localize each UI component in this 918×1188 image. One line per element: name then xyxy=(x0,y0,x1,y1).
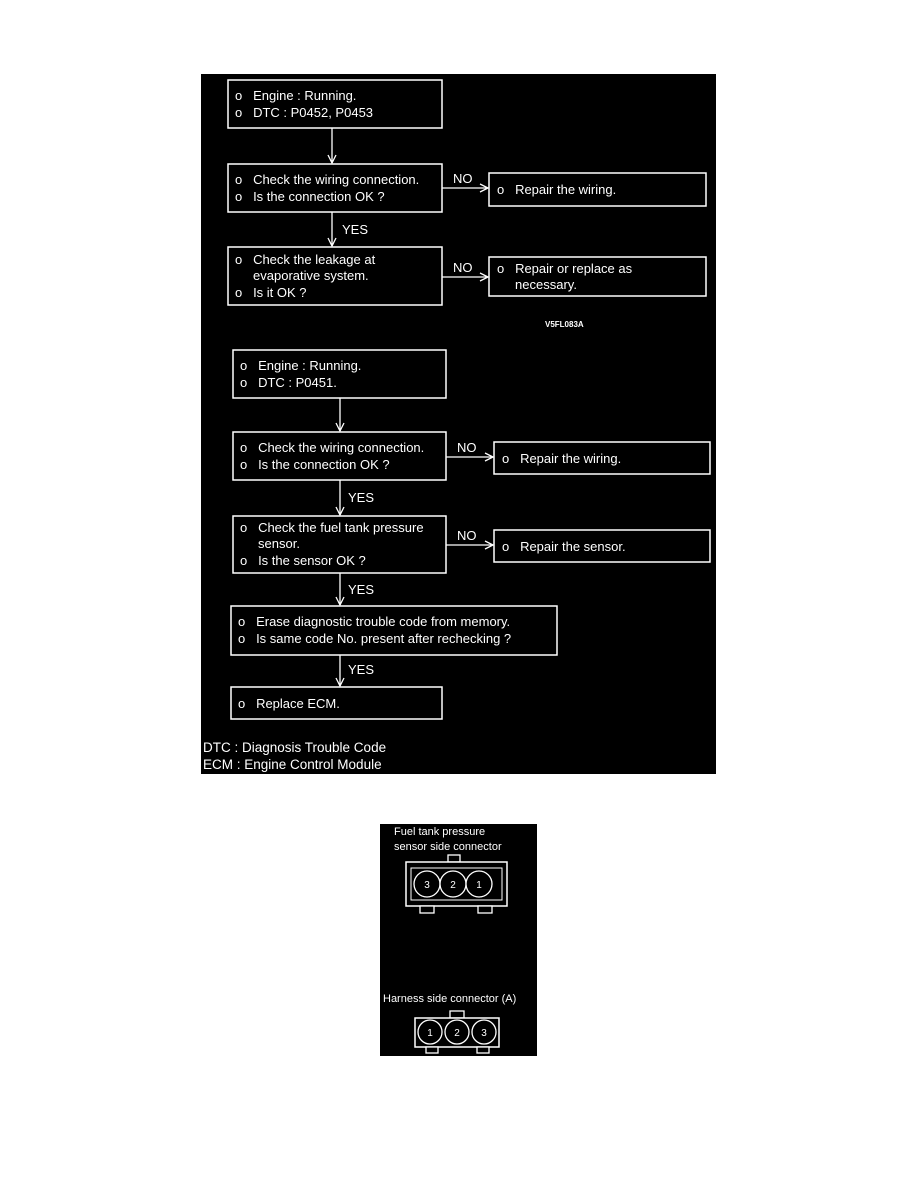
fc2-step2-line2: o Is the connection OK ? xyxy=(240,457,390,472)
sensor-connector-foot-right xyxy=(478,906,492,913)
sensor-connector-top-tab xyxy=(448,855,460,862)
fc1-repair-wiring-text: o Repair the wiring. xyxy=(497,182,617,197)
legend-dtc: DTC : Diagnosis Trouble Code xyxy=(203,740,387,755)
fc1-no-label-2: NO xyxy=(453,260,473,275)
flowchart-2 xyxy=(231,350,710,719)
fc2-step3-line3: o Is the sensor OK ? xyxy=(240,553,366,568)
harness-connector-top-tab xyxy=(450,1011,464,1018)
harness-connector-foot-left xyxy=(426,1047,438,1053)
fc2-repair-wiring-text: o Repair the wiring. xyxy=(502,451,622,466)
fc2-step3-line2: sensor. xyxy=(240,536,300,551)
fc2-repair-sensor-text: o Repair the sensor. xyxy=(502,539,626,554)
fc2-step2-line1: o Check the wiring connection. xyxy=(240,440,425,455)
fc1-repair-replace-line2: necessary. xyxy=(497,277,577,292)
sensor-pin-label-1: 1 xyxy=(476,880,482,891)
connector-panel xyxy=(380,824,537,1056)
sensor-pin-label-2: 2 xyxy=(450,880,456,891)
fc2-step1-line1: o Engine : Running. xyxy=(240,358,362,373)
fc2-yes-label-3: YES xyxy=(348,662,375,677)
flowchart-1 xyxy=(228,80,706,329)
fc2-no-label-2: NO xyxy=(457,528,477,543)
flowchart-panel xyxy=(201,74,716,774)
fc2-yes-label-2: YES xyxy=(348,582,375,597)
fc2-no-label-1: NO xyxy=(457,440,477,455)
fc1-no-label-1: NO xyxy=(453,171,473,186)
harness-pin-label-1: 1 xyxy=(427,1028,433,1039)
connector-diagram xyxy=(380,824,537,1056)
fc1-step3-line1: o Check the leakage at xyxy=(235,252,376,267)
fc1-yes-label-1: YES xyxy=(342,222,369,237)
figure-code: V5FL083A xyxy=(545,320,584,329)
fc1-step2-line1: o Check the wiring connection. xyxy=(235,172,420,187)
fc1-step1-line2: o DTC : P0452, P0453 xyxy=(235,105,374,120)
harness-pin-label-3: 3 xyxy=(481,1028,487,1039)
fc1-step3-line2: evaporative system. xyxy=(235,268,369,283)
fc1-repair-replace-line1: o Repair or replace as xyxy=(497,261,633,276)
legend xyxy=(203,740,386,772)
fc1-step2-line2: o Is the connection OK ? xyxy=(235,189,385,204)
harness-pin-label-2: 2 xyxy=(454,1028,460,1039)
harness-side-connector xyxy=(415,1011,499,1053)
fc1-step3-line3: o Is it OK ? xyxy=(235,285,307,300)
flowchart-diagram xyxy=(201,74,716,774)
sensor-pin-label-3: 3 xyxy=(424,880,430,891)
fc2-yes-label-1: YES xyxy=(348,490,375,505)
fc1-step1-line1: o Engine : Running. xyxy=(235,88,357,103)
harness-connector-foot-right xyxy=(477,1047,489,1053)
sensor-side-connector xyxy=(406,855,507,913)
sensor-caption-line2: sensor side connector xyxy=(394,841,502,853)
fc2-step4-line1: o Erase diagnostic trouble code from memory. xyxy=(238,614,511,629)
fc2-step5-text: o Replace ECM. xyxy=(238,696,340,711)
fc2-step4-line2: o Is same code No. present after rechecking ? xyxy=(238,631,512,646)
legend-ecm: ECM : Engine Control Module xyxy=(203,757,382,772)
sensor-connector-foot-left xyxy=(420,906,434,913)
harness-caption: Harness side connector (A) xyxy=(383,993,517,1005)
fc2-step1-line2: o DTC : P0451. xyxy=(240,375,337,390)
sensor-caption-line1: Fuel tank pressure xyxy=(394,826,486,838)
fc2-step3-line1: o Check the fuel tank pressure xyxy=(240,520,424,535)
